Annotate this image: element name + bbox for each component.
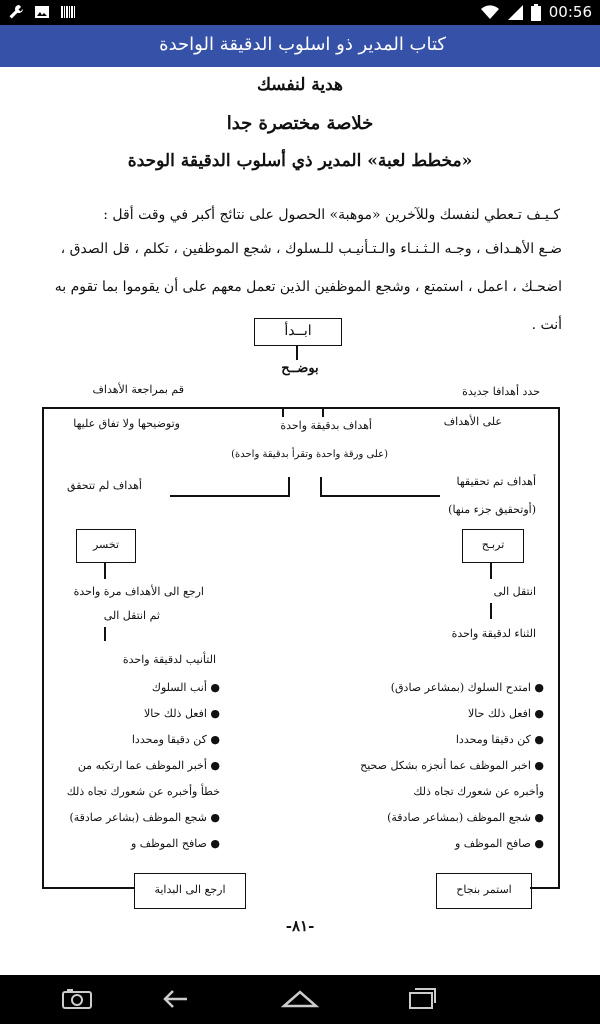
continue-success-label: استمر بنجاح xyxy=(456,883,512,896)
flow-line xyxy=(42,887,134,889)
nav-bar xyxy=(0,975,600,1024)
screenshot-icon xyxy=(61,988,93,1010)
list-item: ● شجع الموظف (بمشاعر صادقة) xyxy=(387,811,544,824)
lose-label: تخسر xyxy=(92,538,120,551)
battery-icon xyxy=(531,4,541,21)
wrench-icon xyxy=(8,4,24,20)
flow-label: أهداف تم تحقيقها xyxy=(456,475,536,488)
flow-label: أهداف بدقيقة واحدة xyxy=(280,419,372,432)
paragraph-line: اضحـك ، اعمل ، استمتع ، وشجع الموظفين الذين تعمل معهم على أن يقوموا بما تقوم به xyxy=(54,279,562,295)
flow-label: وتوضيحها ولا تفاق عليها xyxy=(73,417,180,430)
list-item: ● افعل ذلك حالا xyxy=(468,707,544,720)
flow-line xyxy=(320,495,440,497)
flow-line xyxy=(104,627,106,641)
flow-label: قم بمراجعة الأهداف xyxy=(92,383,184,396)
list-item: وأخبره عن شعورك تجاه ذلك xyxy=(413,785,544,798)
list-item: ● أنب السلوك xyxy=(151,681,220,694)
home-button[interactable] xyxy=(280,985,320,1013)
arrow-line xyxy=(296,346,298,360)
flow-label: ثم انتقل الى xyxy=(103,609,160,622)
screenshot-button[interactable] xyxy=(57,985,97,1013)
flow-line xyxy=(104,563,106,579)
praise-title: الثناء لدقيقة واحدة xyxy=(451,627,536,640)
book-page[interactable] xyxy=(0,67,600,975)
clarify-label: بوضــح xyxy=(281,361,319,376)
barcode-icon xyxy=(60,4,76,20)
app-bar xyxy=(0,25,600,67)
flow-line xyxy=(320,477,322,496)
back-icon xyxy=(163,989,197,1009)
flow-line xyxy=(490,603,492,619)
paragraph-line: أنت . xyxy=(531,317,562,333)
start-label: ابــدأ xyxy=(284,323,312,339)
flow-label: حدد أهدافا جديدة xyxy=(462,385,540,398)
flow-label: ارجع الى الأهداف مرة واحدة xyxy=(73,585,204,598)
signal-icon xyxy=(507,4,523,20)
win-box xyxy=(462,529,524,563)
flow-line xyxy=(288,477,290,496)
list-item: ● اخبر الموظف عما أنجزه بشكل صحيح xyxy=(360,759,544,772)
flow-label: (على ورقة واحدة وتقرأ بدقيقة واحدة) xyxy=(231,449,388,460)
image-icon xyxy=(34,4,50,20)
page-number: -٨١- xyxy=(285,917,315,935)
flow-line xyxy=(490,563,492,579)
flow-line xyxy=(42,407,44,887)
start-box xyxy=(254,318,342,346)
flow-line xyxy=(322,407,324,417)
flow-line xyxy=(530,887,560,889)
list-item: ● صافح الموظف و xyxy=(130,837,220,850)
flow-line xyxy=(558,407,560,887)
flow-label: (أوتحقيق جزء منها) xyxy=(448,503,536,516)
recents-icon xyxy=(406,987,438,1011)
reprimand-title: التأنيب لدقيقة واحدة xyxy=(122,653,216,666)
win-label: تربـح xyxy=(481,538,505,551)
flow-line xyxy=(170,495,290,497)
list-item: خطأ وأخبره عن شعورك تجاه ذلك xyxy=(66,785,220,798)
flow-label: أهداف لم تتحقق xyxy=(67,479,142,492)
app-title: كتاب المدير ذو اسلوب الدقيقة الواحدة xyxy=(159,34,446,55)
continue-success-box xyxy=(436,873,532,909)
list-item: ● شجع الموظف (بشاعر صادقة) xyxy=(69,811,220,824)
go-back-start-label: ارجع الى البداية xyxy=(154,883,226,896)
flow-label: انتقل الى xyxy=(493,585,536,598)
heading-summary: خلاصة مختصرة جدا xyxy=(226,113,374,134)
list-item: ● افعل ذلك حالا xyxy=(144,707,220,720)
flow-line xyxy=(42,407,560,409)
list-item: ● كن دقيقا ومحددا xyxy=(455,733,544,746)
back-button[interactable] xyxy=(160,985,200,1013)
status-bar xyxy=(0,0,600,25)
list-item: ● كن دقيقا ومحددا xyxy=(131,733,220,746)
go-back-start-box xyxy=(134,873,246,909)
wifi-icon xyxy=(481,4,499,20)
lose-box xyxy=(76,529,136,563)
paragraph-line: ضـع الأهـداف ، وجـه الـثـنـاء والـتـأنيـب للـسلوك ، شجع الموظفين ، تكلم ، قل الصدق ، xyxy=(60,241,562,257)
list-item: ● امتدح السلوك (بمشاعر صادق) xyxy=(390,681,544,694)
recents-button[interactable] xyxy=(402,985,442,1013)
clock: 00:56 xyxy=(548,3,592,21)
flow-line xyxy=(282,407,284,417)
list-item: ● أخبر الموظف عما ارتكبه من xyxy=(77,759,220,772)
list-item: ● صافح الموظف و xyxy=(454,837,544,850)
heading-game-plan: «مخطط لعبة» المدير ذي أسلوب الدقيقة الوحدة xyxy=(127,151,473,171)
heading-gift: هدية لنفسك xyxy=(256,75,344,95)
paragraph-line: كـيـف تـعطي لنفسك وللآخرين «موهبة» الحصول على نتائج أكبر في وقت أقل : xyxy=(103,207,560,223)
flow-label: على الأهداف xyxy=(443,415,502,428)
home-icon xyxy=(281,989,319,1009)
